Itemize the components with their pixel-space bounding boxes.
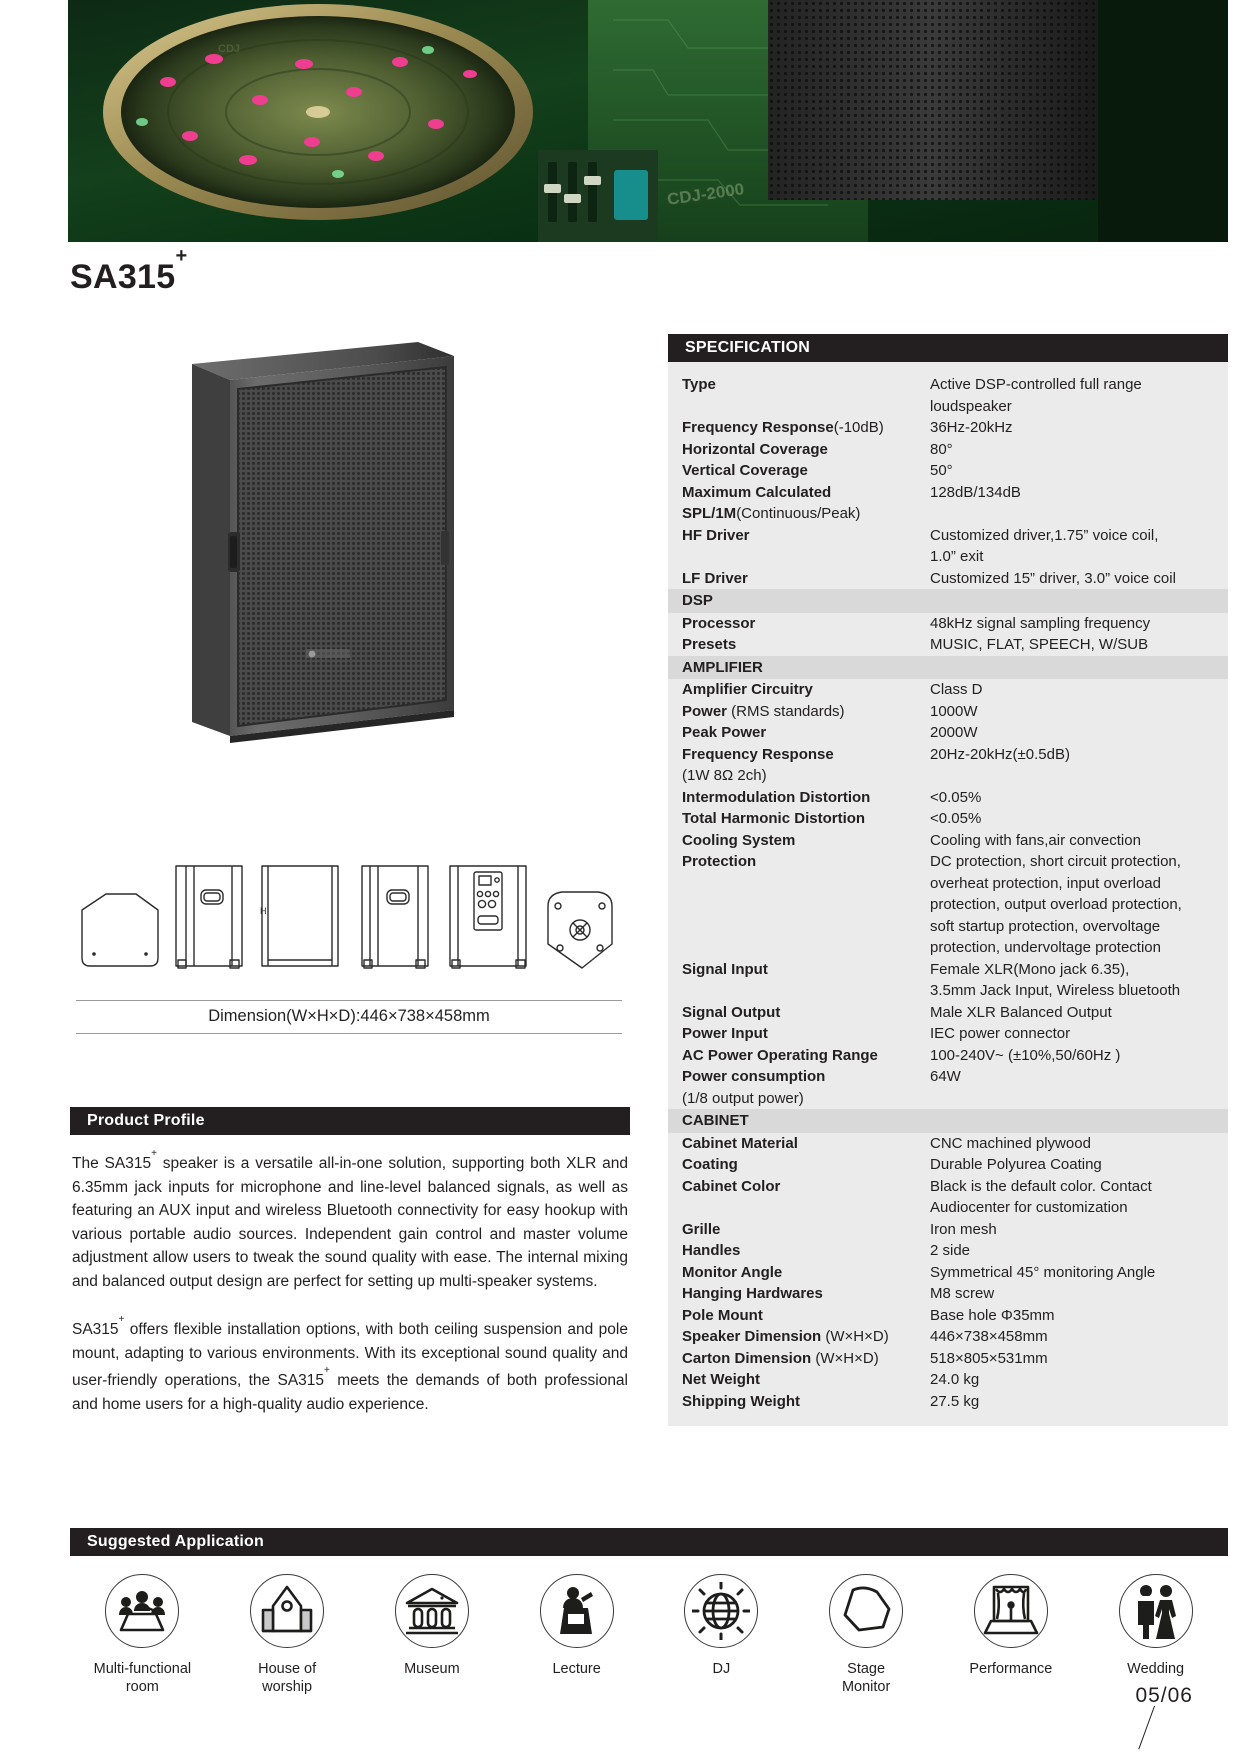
application-label: Performance [969,1661,1053,1677]
spec-value: 64W [930,1068,961,1085]
suggested-application-header-bar [70,1528,1228,1556]
spec-row [668,613,1228,635]
specification-header-label: SPECIFICATION [685,339,810,356]
spec-label: Monitor Angle [682,1263,783,1281]
spec-row [668,1045,1228,1067]
spec-value: MUSIC, FLAT, SPEECH, W/SUB [930,636,1149,653]
spec-value: IEC power connector [930,1025,1071,1042]
profile-paragraph-1 [72,1148,628,1293]
spec-row [668,374,1228,417]
spec-label: Amplifier Circuitry [682,681,813,698]
spec-row [668,503,1228,525]
profile-paragraph-2 [72,1314,628,1416]
spec-row [668,765,1228,787]
spec-row [668,568,1228,590]
spec-row [668,1262,1228,1284]
spec-row [668,1023,1228,1045]
spec-label: Frequency Response [682,745,834,763]
spec-value: 80° [930,440,953,458]
application-item [78,1574,206,1696]
specification-table [668,362,1228,1426]
svg-text:CDJ: CDJ [218,43,241,55]
spec-label: Shipping Weight [682,1392,801,1410]
spec-label: Presets [682,636,737,653]
application-item [947,1574,1075,1678]
spec-row [668,1133,1228,1155]
disco-ball-icon [684,1574,758,1648]
spec-value: 446×738×458mm [930,1328,1048,1345]
spec-label: (1/8 output power) [682,1089,804,1107]
lecture-icon [540,1574,614,1648]
hero-banner [68,0,1228,242]
spec-value: <0.05% [930,788,982,806]
spec-value: Male XLR Balanced Output [930,1003,1112,1021]
spec-label: Total Harmonic Distortion [682,810,866,827]
suggested-application-list [70,1574,1228,1696]
spec-row [668,525,1228,568]
spec-row [668,417,1228,439]
dimension-caption-box [76,1000,622,1034]
dimension-caption: Dimension(W×H×D):446×738×458mm [208,1007,490,1025]
spec-row [668,1088,1228,1110]
spec-label: Signal Input [682,960,768,978]
profile-p1-lead: The SA315 [72,1155,152,1173]
spec-row [668,460,1228,482]
spec-label: Pole Mount [682,1306,763,1324]
dimension-label-height: H [260,906,267,916]
product-profile-text [72,1148,628,1437]
spec-value: M8 screw [930,1285,995,1302]
product-name-superscript: + [175,244,188,267]
spec-value: 2000W [930,724,978,741]
spec-row [668,701,1228,723]
application-item [513,1574,641,1678]
application-item [223,1574,351,1696]
profile-p2-tail: meets the demands of both professional and home users for a high-quality audio experience. [72,1372,628,1413]
spec-label: (1W 8Ω 2ch) [682,767,767,784]
spec-label: Processor [682,614,756,632]
spec-label: Signal Output [682,1003,781,1021]
spec-row [668,1326,1228,1348]
spec-label: Maximum Calculated [682,483,832,501]
hero-banner-image [68,0,1228,242]
spec-value: 36Hz-20kHz [930,419,1013,436]
spec-value: CNC machined plywood [930,1134,1091,1152]
spec-value: Iron mesh [930,1220,997,1238]
spec-value: <0.05% [930,810,982,827]
spec-value: Class D [930,681,983,698]
application-label: Lecture [552,1661,601,1677]
wedding-couple-icon [1119,1574,1193,1648]
suggested-application-header-label: Suggested Application [87,1533,264,1550]
spec-group-row [668,656,1228,680]
spec-label: CABINET [682,1112,749,1129]
profile-p2-body: offers flexible installation options, with both ceiling suspension and pole mount, adapting to various environments. With its exceptional sound quality and user-friendly operations, the SA315 [72,1321,628,1390]
spec-group-row [668,589,1228,613]
spec-label: AC Power Operating Range [682,1046,878,1064]
profile-p1-sup: + [151,1148,157,1159]
application-label: DJ [712,1661,731,1677]
profile-p2-lead: SA315 [72,1321,119,1339]
orthographic-views [70,862,630,992]
product-name: SA315 [70,258,176,296]
spec-row [668,1283,1228,1305]
spec-value: Black is the default color. Contact Audiocenter for customization [930,1177,1152,1216]
spec-value: 2 side [930,1242,971,1259]
spec-value: Customized 15” driver, 3.0” voice coil [930,569,1176,587]
spec-label: Power consumption [682,1068,826,1085]
speaker-cabinet-image [186,336,464,756]
spec-label: Power Input [682,1025,768,1042]
spec-label: DSP [682,592,713,609]
application-label: Multi-functional room [93,1661,192,1695]
spec-label: Cabinet Material [682,1134,798,1152]
page-corner-rule [1138,1706,1155,1750]
product-profile-header-bar [70,1107,630,1135]
spec-value: 27.5 kg [930,1392,980,1410]
profile-p2-sup1: + [118,1314,125,1326]
spec-value: Active DSP-controlled full range loudspeaker [930,376,1142,415]
spec-label: Vertical Coverage [682,462,808,479]
spec-label: Grille [682,1220,721,1238]
application-label: Museum [404,1661,460,1677]
svg-text:CDJ-2000: CDJ-2000 [665,179,746,209]
spec-label-note: (W×H×D) [821,1328,889,1345]
spec-value: 50° [930,462,953,479]
application-label: Stage Monitor [841,1661,891,1695]
spec-label: Peak Power [682,724,767,741]
stage-monitor-icon [829,1574,903,1648]
product-photo [186,336,464,756]
profile-p2-sup2: + [324,1365,330,1377]
spec-value: Customized driver,1.75” voice coil, 1.0” exit [930,526,1159,565]
theater-stage-icon [974,1574,1048,1648]
spec-row [668,1240,1228,1262]
spec-label: HF Driver [682,526,750,544]
profile-p1-body: speaker is a versatile all-in-one solution, supporting both XLR and 6.35mm jack inputs for microphone and line-level balanced signals, as well as featuring an AUX input and wireless Bluetooth connectivity for easy hookup with various portable audio sources. Independent gain control and master volume adjustment allow users to tweak the sound quality with ease. The internal mixing and balanced output design are perfect for setting up multi-speaker systems. [72,1155,628,1290]
spec-row [668,851,1228,959]
spec-value: 48kHz signal sampling frequency [930,614,1151,632]
spec-value: Base hole Φ35mm [930,1306,1055,1324]
spec-row [668,830,1228,852]
spec-label: LF Driver [682,569,748,587]
spec-row [668,1002,1228,1024]
spec-row [668,482,1228,504]
spec-row [668,744,1228,766]
spec-label: Horizontal Coverage [682,440,828,458]
spec-value: 24.0 kg [930,1371,980,1388]
spec-label: Coating [682,1156,738,1173]
spec-label-note: (-10dB) [833,419,884,436]
spec-label: Speaker Dimension (W×H×D) [682,1328,889,1345]
spec-row [668,1369,1228,1391]
application-item [657,1574,785,1678]
product-profile-header-label: Product Profile [87,1112,205,1129]
spec-row [668,439,1228,461]
application-label: House of worship [258,1661,317,1695]
spec-label: Type [682,376,716,393]
spec-label: Hanging Hardwares [682,1285,823,1302]
spec-label: Protection [682,853,757,870]
spec-row [668,634,1228,656]
spec-row [668,787,1228,809]
spec-row [668,1219,1228,1241]
spec-row [668,1305,1228,1327]
spec-row [668,1348,1228,1370]
spec-label: Intermodulation Distortion [682,788,871,806]
spec-label: Frequency Response(-10dB) [682,419,884,436]
spec-row [668,1154,1228,1176]
spec-value: 100-240V~ (±10%,50/60Hz ) [930,1046,1121,1064]
specification-header-bar [668,334,1228,362]
spec-row [668,808,1228,830]
spec-value: 20Hz-20kHz(±0.5dB) [930,745,1070,763]
spec-label: Handles [682,1242,741,1259]
spec-value: 1000W [930,702,978,720]
spec-value: Cooling with fans,air convection [930,831,1141,849]
spec-group-row [668,1109,1228,1133]
spec-row [668,679,1228,701]
spec-label-note: (Continuous/Peak) [736,505,861,522]
spec-row [668,1176,1228,1219]
spec-label-note: (RMS standards) [727,702,845,720]
spec-value: Symmetrical 45° monitoring Angle [930,1263,1156,1281]
church-icon [250,1574,324,1648]
spec-label-note: (W×H×D) [811,1349,879,1367]
museum-icon [395,1574,469,1648]
spec-label: Cooling System [682,831,796,849]
spec-label: Net Weight [682,1371,761,1388]
spec-label: Carton Dimension (W×H×D) [682,1349,879,1367]
meeting-room-icon [105,1574,179,1648]
spec-row [668,1066,1228,1088]
application-label: Wedding [1127,1661,1185,1677]
spec-label: AMPLIFIER [682,658,763,676]
spec-row [668,1391,1228,1413]
dimension-drawing [70,862,630,992]
spec-value: DC protection, short circuit protection, overheat protection, input overload protection, output overload protection, soft startup protection, overvoltage protection, undervoltage protection [930,853,1182,956]
spec-value: Durable Polyurea Coating [930,1156,1102,1173]
spec-label: Power (RMS standards) [682,702,845,720]
spec-value: Female XLR(Mono jack 6.35), 3.5mm Jack Input, Wireless bluetooth [930,960,1181,999]
spec-row [668,722,1228,744]
spec-value: 128dB/134dB [930,483,1021,501]
application-item [1092,1574,1220,1678]
page-title [70,244,188,297]
page-number: 05/06 [1135,1684,1193,1707]
spec-label: Cabinet Color [682,1177,781,1195]
application-item [368,1574,496,1678]
spec-row [668,959,1228,1002]
spec-value: 518×805×531mm [930,1349,1048,1367]
spec-label: SPL/1M(Continuous/Peak) [682,505,861,522]
application-item [802,1574,930,1696]
